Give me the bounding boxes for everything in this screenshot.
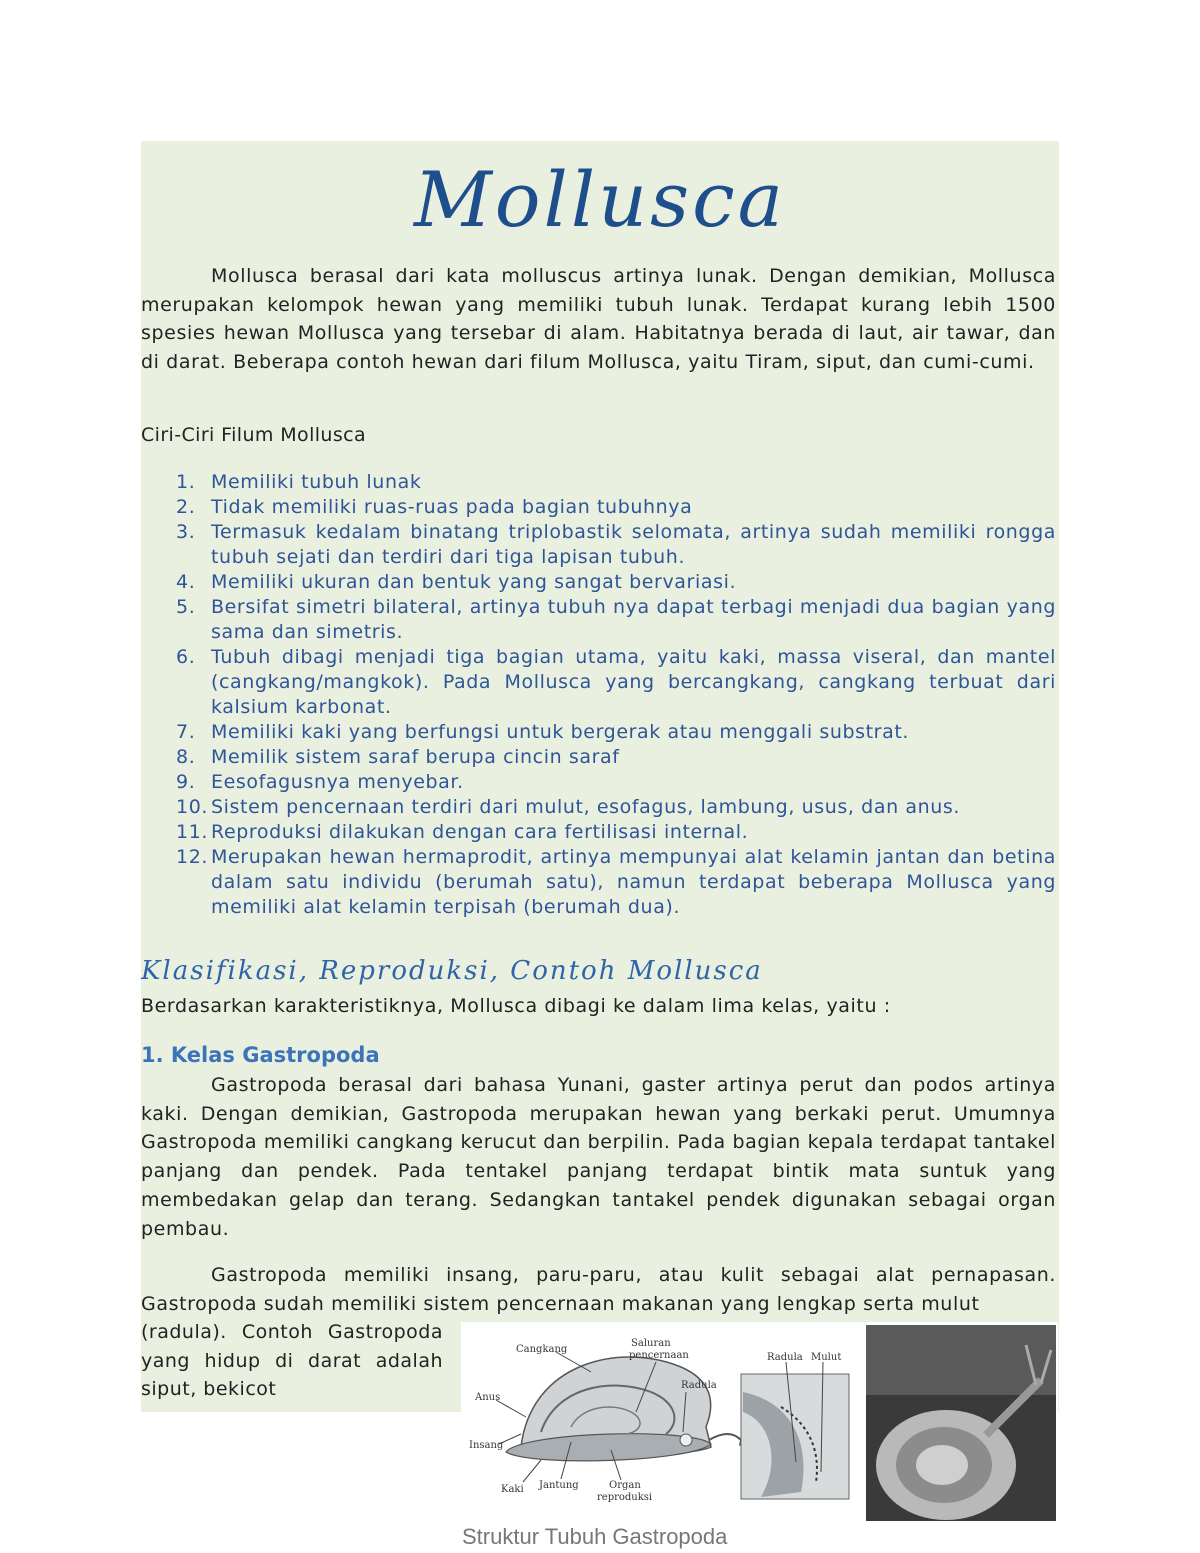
trait-text: Memiliki ukuran dan bentuk yang sangat bervariasi. [211,571,737,593]
trait-text: Reproduksi dilakukan dengan cara fertilisasi internal. [211,821,749,843]
intro-paragraph: Mollusca berasal dari kata molluscus artinya lunak. Dengan demikian, Mollusca merupakan kelompok hewan yang memiliki tubuh lunak. Terdapat kurang lebih 1500 spesies hewan Mollusca yang tersebar di alam. Habitatnya berada di laut, air tawar, dan di darat. Beberapa contoh hewan dari filum Mollusca, yaitu Tiram, siput, dan cumi-cumi. [141,265,1056,374]
trait-number: 1. [176,471,196,493]
trait-item [141,845,1056,920]
trait-item [141,745,1056,770]
trait-number: 10. [176,796,209,818]
trait-number: 3. [176,521,196,543]
trait-text: Memiliki kaki yang berfungsi untuk bergerak atau menggali substrat. [211,721,910,743]
trait-number: 8. [176,746,196,768]
gastropoda-paragraph-2-continued: (radula). Contoh Gastropoda yang hidup di darat adalah siput, bekicot [141,1321,443,1401]
figure-caption: Struktur Tubuh Gastropoda [462,1524,728,1549]
label-organ: Organ [609,1480,641,1491]
trait-text: Memilik sistem saraf berupa cincin saraf [211,746,620,768]
label-mulut: Mulut [811,1352,842,1363]
trait-item [141,470,1056,495]
traits-list [141,470,1056,920]
class-heading: 1. Kelas Gastropoda [141,1043,380,1067]
page-title: Mollusca [413,155,786,244]
label-cangkang: Cangkang [516,1344,568,1355]
trait-number: 11. [176,821,209,843]
trait-item [141,720,1056,745]
trait-item [141,795,1056,820]
trait-item [141,495,1056,520]
trait-item [141,520,1056,570]
snail-photo [866,1325,1056,1521]
label-radula: Radula [681,1380,717,1391]
trait-text: Sistem pencernaan terdiri dari mulut, esofagus, lambung, usus, dan anus. [211,796,961,818]
trait-text: Bersifat simetri bilateral, artinya tubuh nya dapat terbagi menjadi dua bagian yang sama dan simetris. [211,596,1056,643]
trait-item [141,570,1056,595]
trait-text: Merupakan hewan hermaprodit, artinya mempunyai alat kelamin jantan dan betina dalam satu individu (berumah satu), namun terdapat beberapa Mollusca yang memiliki alat kelamin terpisah (berumah dua). [211,846,1056,918]
trait-item [141,595,1056,645]
label-jantung: Jantung [539,1480,579,1491]
label-saluran: Saluran [631,1338,671,1349]
traits-heading: Ciri-Ciri Filum Mollusca [141,424,367,446]
label-anus: Anus [475,1392,501,1403]
section-intro: Berdasarkan karakteristiknya, Mollusca dibagi ke dalam lima kelas, yaitu : [141,995,891,1017]
trait-item [141,770,1056,795]
label-kaki: Kaki [501,1484,524,1495]
trait-number: 4. [176,571,196,593]
trait-text: Eesofagusnya menyebar. [211,771,464,793]
trait-number: 12. [176,846,209,868]
trait-number: 5. [176,596,196,618]
section-heading: Klasifikasi, Reproduksi, Contoh Mollusca [141,956,763,986]
gastropoda-paragraph-1: Gastropoda berasal dari bahasa Yunani, gaster artinya perut dan podos artinya kaki. Dengan demikian, Gastropoda merupakan hewan yang berkaki perut. Umumnya Gastropoda memiliki cangkang kerucut dan berpilin. Pada bagian kepala terdapat tantakel panjang dan pendek. Pada tentakel panjang terdapat bintik mata suntuk yang membedakan gelap dan terang. Sedangkan tantakel pendek digunakan sebagai organ pembau. [141,1074,1056,1240]
trait-item [141,645,1056,720]
trait-item [141,820,1056,845]
trait-text: Termasuk kedalam binatang triplobastik selomata, artinya sudah memiliki rongga tubuh sejati dan terdiri dari tiga lapisan tubuh. [211,521,1056,568]
trait-text: Tubuh dibagi menjadi tiga bagian utama, yaitu kaki, massa viseral, dan mantel (cangkang/mangkok). Pada Mollusca yang bercangkang, cangkang terbuat dari kalsium karbonat. [211,646,1056,718]
label-reproduksi: reproduksi [597,1492,653,1503]
label-insang: Insang [469,1440,504,1451]
gastropoda-paragraph-2: Gastropoda memiliki insang, paru-paru, atau kulit sebagai alat pernapasan. Gastropoda sudah memiliki sistem pencernaan makanan yang lengkap serta mulut [141,1264,1056,1315]
trait-number: 6. [176,646,196,668]
label-pencernaan: pencernaan [629,1350,689,1361]
trait-text: Tidak memiliki ruas-ruas pada bagian tubuhnya [211,496,693,518]
label-radula-detail: Radula [767,1352,803,1363]
trait-number: 9. [176,771,196,793]
trait-number: 2. [176,496,196,518]
trait-number: 7. [176,721,196,743]
trait-text: Memiliki tubuh lunak [211,471,422,493]
